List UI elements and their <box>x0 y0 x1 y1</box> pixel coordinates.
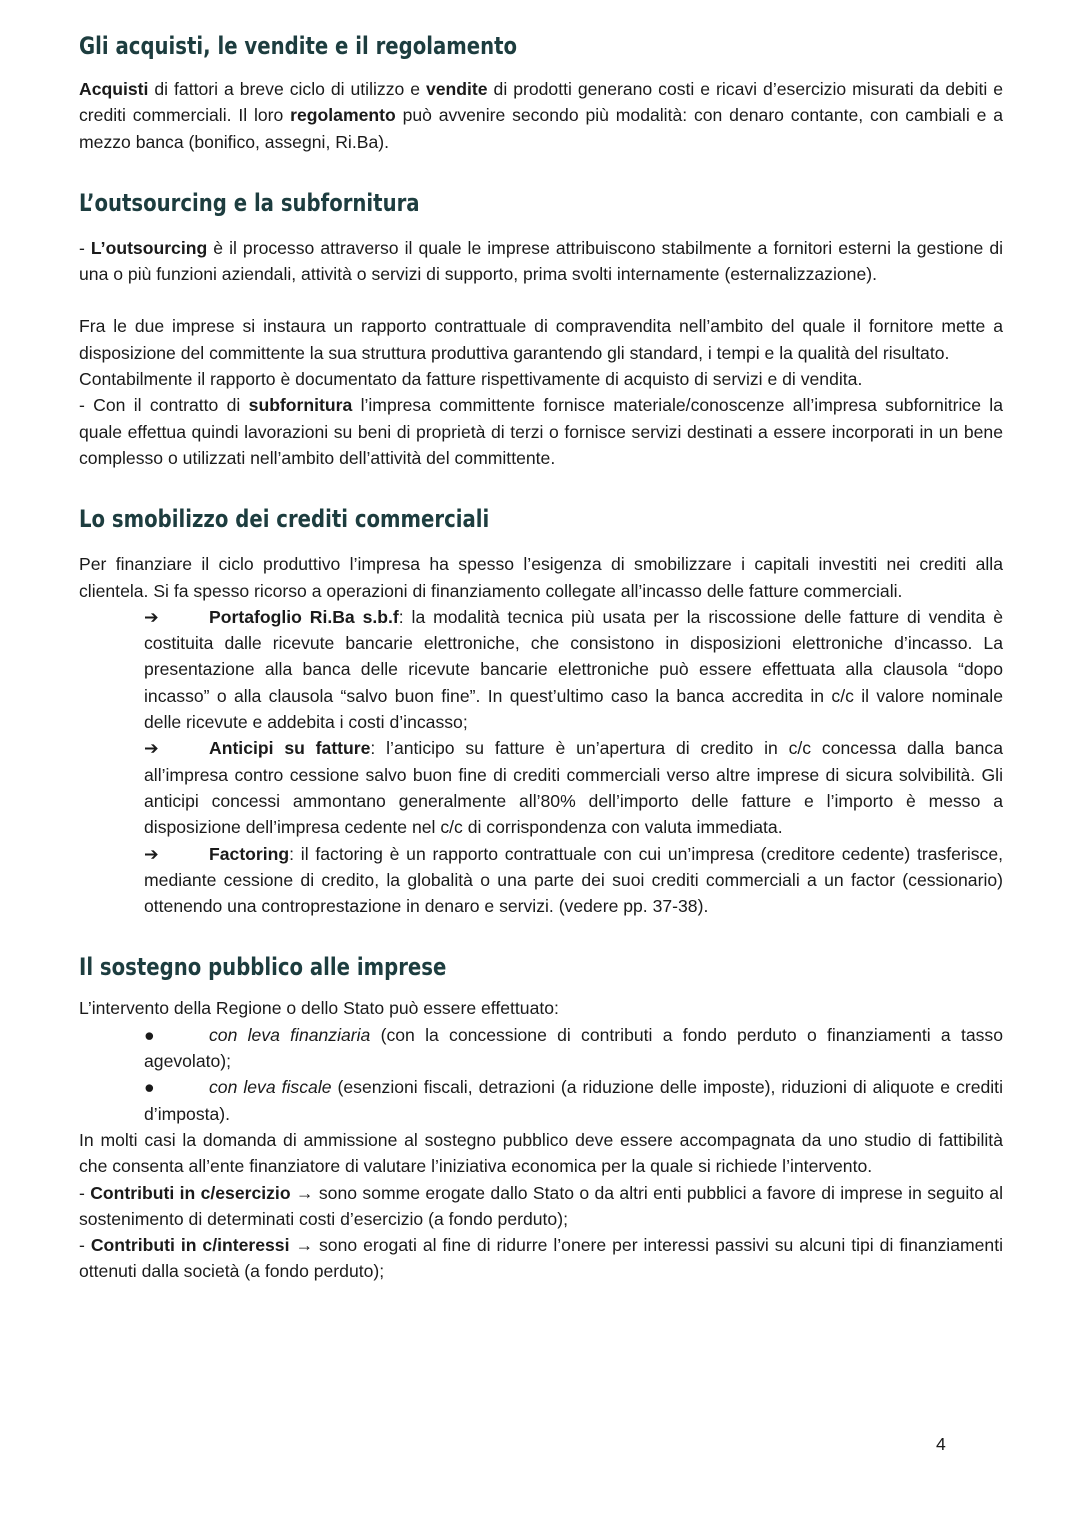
paragraph-smobilizzo-intro: Per finanziare il ciclo produttivo l’impresa ha spesso l’esigenza di smobilizzare i capitali investiti nei crediti alla clientela. Si fa spesso ricorso a operazioni di finanziamento collegate all’incasso delle fatture commerciali. <box>79 554 1003 601</box>
smobilizzo-list <box>79 604 1003 920</box>
paragraph-rapporto: Fra le due imprese si instaura un rapporto contrattuale di compravendita nell’ambito del quale il fornitore mette a disposizione del committente la sua struttura produttiva garantendo gli standard, i tempi e la qualità del risultato. <box>79 316 1003 363</box>
paragraph-contabilmente: Contabilmente il rapporto è documentato da fatture rispettivamente di acquisto di servizi e di vendita. <box>79 369 863 390</box>
bullet-icon: ● <box>144 1077 155 1098</box>
paragraph-acquisti: Acquisti di fattori a breve ciclo di utilizzo e vendite di prodotti generano costi e ricavi d’esercizio misurati da debiti e crediti commerciali. Il loro regolamento può avvenire secondo più modalità: con denaro contante, con cambiali e a mezzo banca (bonifico, assegni, Ri.Ba). <box>79 79 1003 152</box>
list-item: ➔ Anticipi su fatture: l’anticipo su fatture è un’apertura di credito in c/c concessa dalla banca all’impresa contro cessione salvo buon fine di crediti commerciali verso altre imprese di sicura solvibilità. Gli anticipi concessi ammontano generalmente all’80% dell’importo delle fatture e l’importo è messo a disposizione dell’impresa cedente nel c/c di corrispondenza con valuta immediata. <box>144 735 1003 840</box>
paragraph-contributi-interessi: - Contributi in c/interessi → sono erogati al fine di ridurre l’onere per interessi passivi su alcuni tipi di finanziamenti ottenuti dalla società (a fondo perduto); <box>79 1235 1003 1282</box>
page-number: 4 <box>936 1434 946 1454</box>
list-item: ● con leva fiscale (esenzioni fiscali, detrazioni (a riduzione delle imposte), riduzioni di aliquote e crediti d’imposta). <box>144 1074 1003 1127</box>
paragraph-sostegno-intro: L’intervento della Regione o dello Stato può essere effettuato: <box>79 998 559 1019</box>
section-title-outsourcing: L’outsourcing e la subfornitura <box>79 188 420 217</box>
arrow-icon: ➔ <box>144 843 159 864</box>
list-item: ● con leva finanziaria (con la concessione di contributi a fondo perduto o finanziamenti a tasso agevolato); <box>144 1022 1003 1075</box>
arrow-icon: ➔ <box>144 738 159 759</box>
section-title-sostegno: Il sostegno pubblico alle imprese <box>79 953 447 982</box>
paragraph-contributi-esercizio: - Contributi in c/esercizio → sono somme erogate dallo Stato o da altri enti pubblici a favore di imprese in seguito al sostenimento di determinati costi d’esercizio (a fondo perduto); <box>79 1182 1004 1229</box>
section-title-acquisti: Gli acquisti, le vendite e il regolamento <box>79 32 518 60</box>
sostegno-list <box>79 1022 1003 1127</box>
paragraph-outsourcing: - L’outsourcing è il processo attraverso il quale le imprese attribuiscono stabilmente a fornitori esterni la gestione di una o più funzioni aziendali, attività o servizi di supporto, prima svolti internamente (esternalizzazione). <box>79 237 1004 285</box>
list-item: ➔ Portafoglio Ri.Ba s.b.f: la modalità tecnica più usata per la riscossione delle fatture di vendita è costituita dalle ricevute bancarie elettroniche, che consistono in disposizioni elettroniche d’incasso. La presentazione alla banca delle ricevute bancarie elettroniche può essere effettuata alla clausola “dopo incasso” o alla clausola “salvo buon fine”. In quest’ultimo caso la banca accredita in c/c il valore nominale delle ricevute e addebita i costi d’incasso; <box>144 604 1003 735</box>
list-item: ➔ Factoring: il factoring è un rapporto contrattuale con cui un’impresa (creditore cedente) trasferisce, mediante cessione di credito, la globalità o una parte dei suoi crediti commerciali a un factor (cessionario) ottenendo una controprestazione in denaro e servizi. (vedere pp. 37-38). <box>144 841 1003 920</box>
paragraph-subfornitura: - Con il contratto di subfornitura l’impresa committente fornisce materiale/conoscenze all’impresa subfornitrice la quale effettua quindi lavorazioni su beni di proprietà di terzi o fornisce servizi destinati a essere incorporati in un bene complesso o utilizzati nell’ambito dell’attività del committente. <box>79 395 1003 468</box>
paragraph-fattibilita: In molti casi la domanda di ammissione al sostegno pubblico deve essere accompagnata da uno studio di fattibilità che consenta all’ente finanziatore di valutare l’iniziativa economica per la quale si richiede l’intervento. <box>79 1129 1003 1177</box>
section-title-smobilizzo: Lo smobilizzo dei crediti commerciali <box>79 505 490 534</box>
bullet-icon: ● <box>144 1024 155 1045</box>
document-page <box>79 28 1003 1285</box>
arrow-icon: ➔ <box>144 606 159 627</box>
